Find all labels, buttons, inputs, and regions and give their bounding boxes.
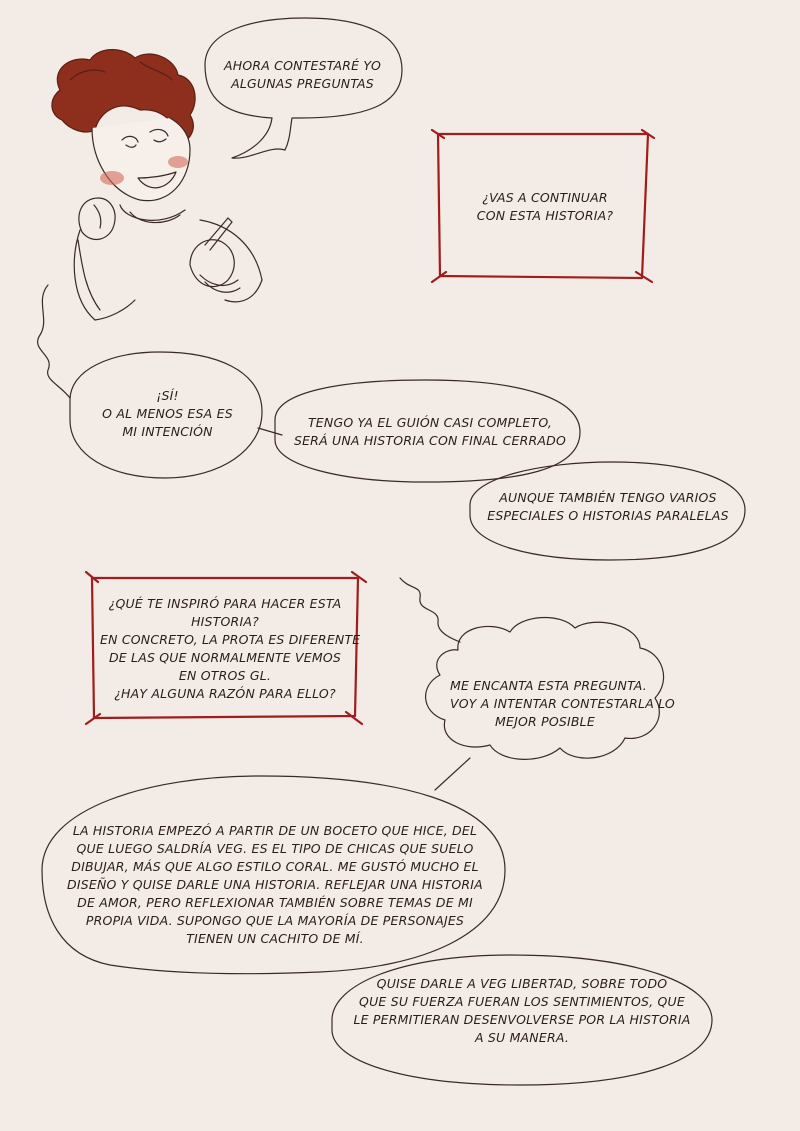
specials-bubble-text — [478, 489, 738, 525]
inspiration-line: ¿HAY ALGUNA RAZÓN PARA ELLO? — [114, 686, 336, 701]
yes-line: MI INTENCIÓN — [122, 424, 213, 439]
story-line: DE AMOR, PERO REFLEXIONAR TAMBIÉN SOBRE TEMAS DE MI — [77, 895, 473, 910]
freedom-line: LE PERMITIERAN DESENVOLVERSE POR LA HISTORIA — [353, 1012, 691, 1027]
specials-line: AUNQUE TAMBIÉN TENGO VARIOS — [499, 490, 717, 505]
freedom-line: QUISE DARLE A VEG LIBERTAD, SOBRE TODO — [376, 976, 668, 991]
story-line: DISEÑO Y QUISE DARLE UNA HISTORIA. REFLEJAR UNA HISTORIA — [67, 877, 483, 892]
story-line: LA HISTORIA EMPEZÓ A PARTIR DE UN BOCETO QUE HICE, DEL — [72, 823, 478, 838]
script-bubble-text — [290, 414, 570, 450]
continue-line: ¿VAS A CONTINUAR — [482, 190, 608, 205]
story-line: DIBUJAR, MÁS QUE ALGO ESTILO CORAL. ME GUSTÓ MUCHO EL — [71, 859, 479, 874]
love-question-text — [450, 677, 675, 731]
intro-line: AHORA CONTESTARÉ YO — [223, 58, 382, 73]
freedom-text — [352, 975, 692, 1047]
inspiration-line: HISTORIA? — [191, 614, 259, 629]
inspiration-line: EN CONCRETO, LA PROTA ES DIFERENTE — [100, 632, 361, 647]
inspiration-line: ¿QUÉ TE INSPIRÓ PARA HACER ESTA — [108, 596, 342, 611]
continue-question-text — [450, 189, 640, 225]
yes-bubble-text — [80, 387, 255, 441]
freedom-line: QUE SU FUERZA FUERAN LOS SENTIMIENTOS, QUE — [359, 994, 685, 1009]
love-line: ME ENCANTA ESTA PREGUNTA. — [450, 678, 647, 693]
inspiration-line: EN OTROS GL. — [178, 668, 272, 683]
story-line: TIENEN UN CACHITO DE MÍ. — [186, 931, 364, 946]
intro-line: ALGUNAS PREGUNTAS — [231, 76, 374, 91]
story-line: PROPIA VIDA. SUPONGO QUE LA MAYORÍA DE PERSONAJES — [85, 913, 465, 928]
love-line: MEJOR POSIBLE — [495, 714, 595, 729]
intro-bubble-text — [210, 57, 395, 93]
inspiration-line: DE LAS QUE NORMALMENTE VEMOS — [108, 650, 342, 665]
freedom-line: A SU MANERA. — [474, 1030, 569, 1045]
inspiration-question-text — [100, 595, 361, 703]
love-line: VOY A INTENTAR CONTESTARLA LO — [450, 696, 675, 711]
story-origin-text — [60, 822, 490, 948]
story-line: QUE LUEGO SALDRÍA VEG. ES EL TIPO DE CHICAS QUE SUELO — [76, 841, 474, 856]
yes-line: O AL MENOS ESA ES — [102, 406, 233, 421]
yes-line: ¡SÍ! — [156, 388, 179, 403]
script-line: TENGO YA EL GUIÓN CASI COMPLETO, — [307, 415, 553, 430]
continue-line: CON ESTA HISTORIA? — [476, 208, 614, 223]
specials-line: ESPECIALES O HISTORIAS PARALELAS — [487, 508, 729, 523]
script-line: SERÁ UNA HISTORIA CON FINAL CERRADO — [293, 433, 567, 448]
